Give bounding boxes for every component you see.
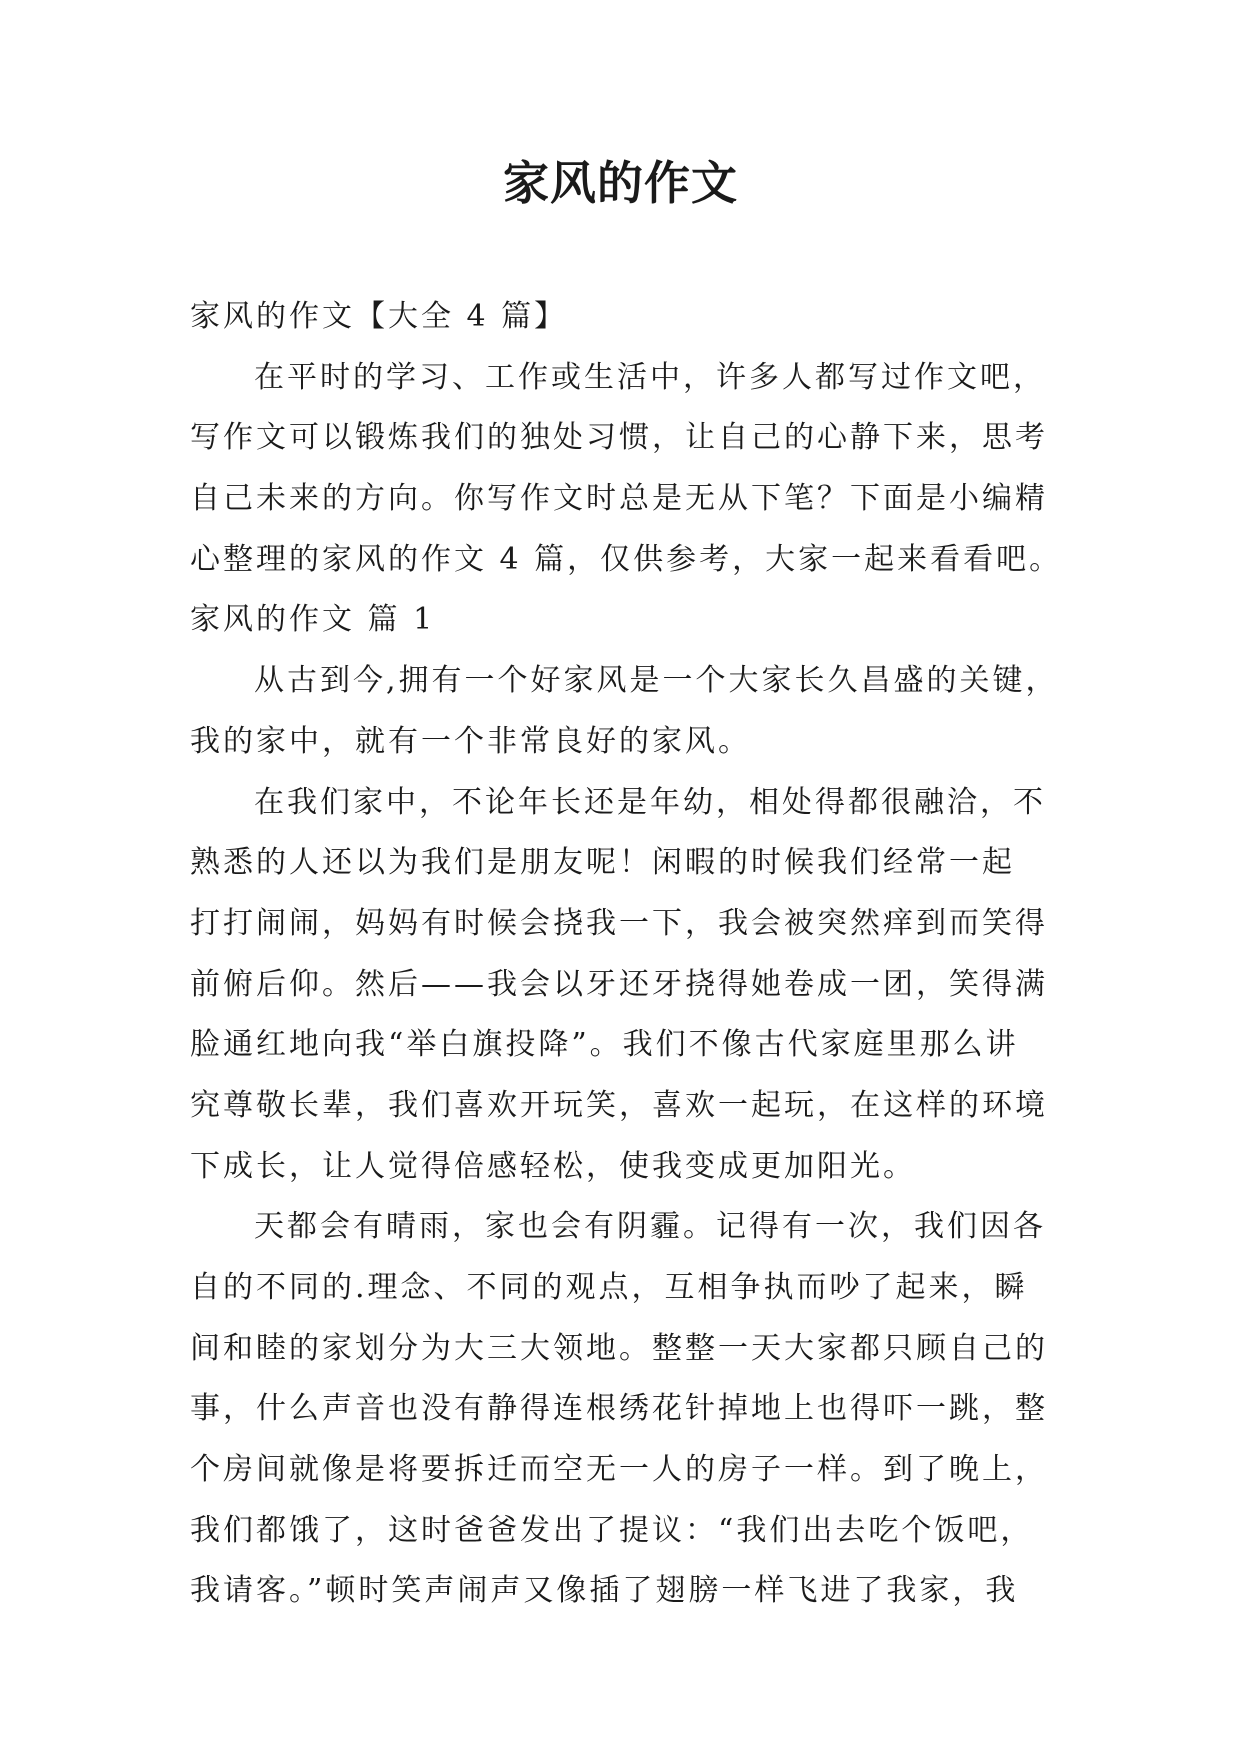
paragraph-first-line: 在我们家中，不论年长还是年幼，相处得都很融洽，不 — [254, 784, 1046, 820]
text-line: 下成长，让人觉得倍感轻松，使我变成更加阳光。 — [190, 1148, 916, 1184]
text-line: 事，什么声音也没有静得连根绣花针掉地上也得吓一跳，整 — [190, 1391, 1048, 1427]
text-line: 心整理的家风的作文 4 篇，仅供参考，大家一起来看看吧。 — [190, 541, 1063, 577]
text-line: 脸通红地向我“举白旗投降”。我们不像古代家庭里那么讲 — [190, 1027, 1019, 1063]
text-line: 我们都饿了，这时爸爸发出了提议：“我们出去吃个饭吧， — [190, 1512, 1034, 1548]
paragraph-first-line: 在平时的学习、工作或生活中，许多人都写过作文吧， — [254, 359, 1046, 395]
paragraph-first-line: 天都会有晴雨，家也会有阴霾。记得有一次，我们因各 — [254, 1209, 1046, 1245]
text-line: 我的家中，就有一个非常良好的家风。 — [190, 723, 751, 759]
text-line: 家风的作文【大全 4 篇】 — [190, 299, 568, 334]
text-line: 我请客。”顿时笑声闹声又像插了翅膀一样飞进了我家，我 — [190, 1573, 1019, 1609]
text-line: 写作文可以锻炼我们的独处习惯，让自己的心静下来，思考 — [190, 420, 1048, 456]
text-line: 打打闹闹，妈妈有时候会挠我一下，我会被突然痒到而笑得 — [190, 905, 1048, 941]
text-line: 熟悉的人还以为我们是朋友呢！闲暇的时候我们经常一起 — [190, 845, 1015, 881]
text-line: 自的不同的.理念、不同的观点，互相争执而吵了起来，瞬 — [190, 1270, 1028, 1305]
text-line: 家风的作文 篇 1 — [190, 602, 436, 638]
document-body — [190, 287, 1090, 1622]
text-line: 自己未来的方向。你写作文时总是无从下笔？下面是小编精 — [190, 481, 1048, 517]
paragraph-first-line: 从古到今,拥有一个好家风是一个大家长久昌盛的关键， — [254, 663, 1059, 699]
text-line: 究尊敬长辈，我们喜欢开玩笑，喜欢一起玩，在这样的环境 — [190, 1087, 1048, 1123]
text-line: 间和睦的家划分为大三大领地。整整一天大家都只顾自己的 — [190, 1330, 1048, 1366]
document-title: 家风的作文 — [503, 156, 738, 210]
text-line: 前俯后仰。然后——我会以牙还牙挠得她卷成一团，笑得满 — [190, 966, 1048, 1002]
text-line: 个房间就像是将要拆迁而空无一人的房子一样。到了晚上， — [190, 1452, 1048, 1488]
